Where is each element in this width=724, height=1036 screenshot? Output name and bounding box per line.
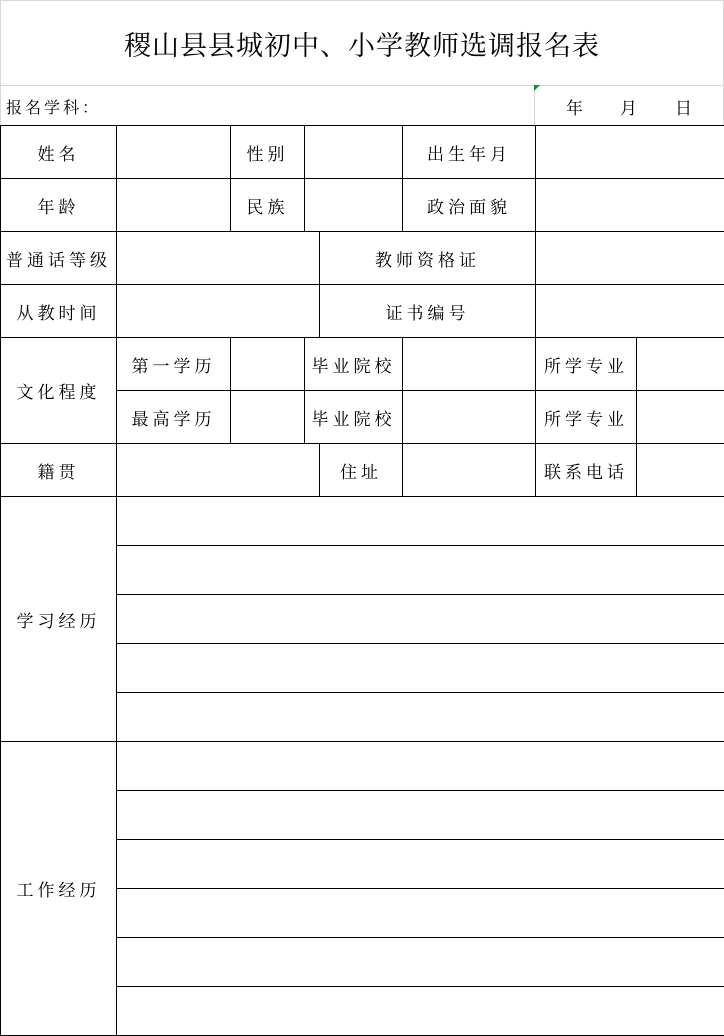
age-label: 年龄 <box>1 179 117 232</box>
political-status-label: 政治面貌 <box>403 179 536 232</box>
work-history-input[interactable] <box>117 840 724 889</box>
row-first-degree <box>1 338 724 391</box>
mandarin-level-label: 普通话等级 <box>1 232 117 285</box>
highest-degree-label: 最高学历 <box>117 391 231 444</box>
work-history-input[interactable] <box>117 791 724 840</box>
study-history-input[interactable] <box>117 595 724 644</box>
study-history-line <box>1 497 724 546</box>
phone-input[interactable] <box>637 444 724 497</box>
header-gridline-top <box>0 0 724 1</box>
graduated-school-label: 毕业院校 <box>305 391 403 444</box>
address-input[interactable] <box>403 444 536 497</box>
name-label: 姓名 <box>1 126 117 179</box>
date-month-label: 月 <box>620 98 637 119</box>
graduated-school-label: 毕业院校 <box>305 338 403 391</box>
graduated-school-input[interactable] <box>403 338 536 391</box>
row-mandarin <box>1 232 724 285</box>
phone-label: 联系电话 <box>536 444 637 497</box>
subject-row <box>0 86 724 126</box>
political-status-input[interactable] <box>536 179 724 232</box>
name-input[interactable] <box>117 126 231 179</box>
work-history-input[interactable] <box>117 742 724 791</box>
study-history-input[interactable] <box>117 497 724 546</box>
work-history-input[interactable] <box>117 987 724 1036</box>
ethnicity-input[interactable] <box>305 179 403 232</box>
first-degree-label: 第一学历 <box>117 338 231 391</box>
work-history-line <box>1 742 724 791</box>
registration-table <box>0 125 724 1036</box>
ethnicity-label: 民族 <box>231 179 305 232</box>
major-label: 所学专业 <box>536 391 637 444</box>
first-degree-input[interactable] <box>231 338 305 391</box>
date-year-label: 年 <box>566 98 583 119</box>
native-place-input[interactable] <box>117 444 320 497</box>
work-history-input[interactable] <box>117 938 724 987</box>
mandarin-level-input[interactable] <box>117 232 320 285</box>
row-native-place <box>1 444 724 497</box>
study-history-input[interactable] <box>117 546 724 595</box>
teaching-years-label: 从教时间 <box>1 285 117 338</box>
study-history-input[interactable] <box>117 693 724 742</box>
birth-input[interactable] <box>536 126 724 179</box>
form-title: 稷山县县城初中、小学教师选调报名表 <box>124 30 600 62</box>
gender-input[interactable] <box>305 126 403 179</box>
teacher-cert-input[interactable] <box>536 232 724 285</box>
subject-label: 报名学科： <box>6 97 102 117</box>
education-label: 文化程度 <box>1 338 117 444</box>
cert-number-label: 证书编号 <box>320 285 536 338</box>
major-label: 所学专业 <box>536 338 637 391</box>
major-input[interactable] <box>637 391 724 444</box>
teaching-years-input[interactable] <box>117 285 320 338</box>
cert-number-input[interactable] <box>536 285 724 338</box>
row-basic-2 <box>1 179 724 232</box>
study-history-input[interactable] <box>117 644 724 693</box>
work-history-input[interactable] <box>117 889 724 938</box>
work-history-label: 工作经历 <box>1 742 117 1036</box>
row-teaching-years <box>1 285 724 338</box>
teacher-cert-label: 教师资格证 <box>320 232 536 285</box>
birth-label: 出生年月 <box>403 126 536 179</box>
gender-label: 性别 <box>231 126 305 179</box>
graduated-school-input[interactable] <box>403 391 536 444</box>
study-history-label: 学习经历 <box>1 497 117 742</box>
age-input[interactable] <box>117 179 231 232</box>
address-label: 住址 <box>320 444 403 497</box>
highest-degree-input[interactable] <box>231 391 305 444</box>
date-field[interactable] <box>535 86 723 126</box>
row-basic-1 <box>1 126 724 179</box>
major-input[interactable] <box>637 338 724 391</box>
date-day-label: 日 <box>675 98 692 119</box>
native-place-label: 籍贯 <box>1 444 117 497</box>
